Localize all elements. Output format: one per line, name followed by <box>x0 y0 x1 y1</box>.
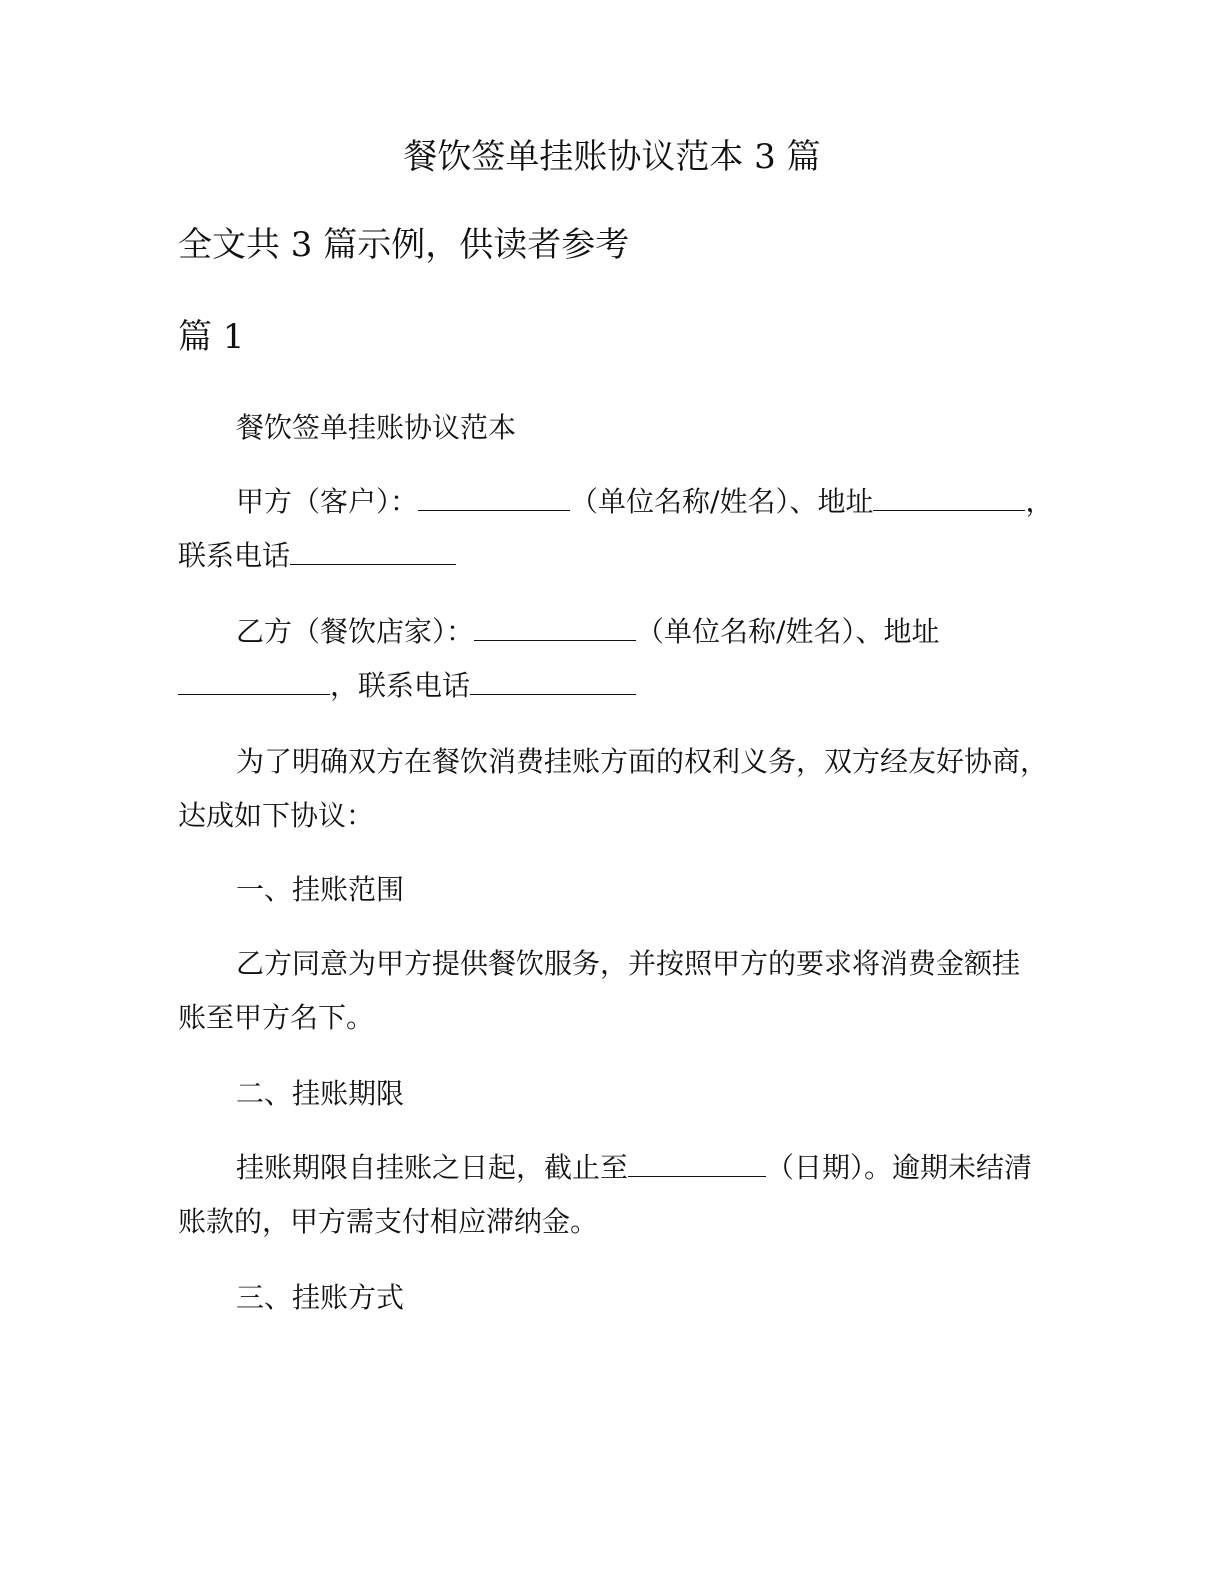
party-a-phone-line <box>178 536 456 576</box>
party-b-name-hint: （单位名称/姓名）、地址 <box>636 615 940 648</box>
section-2-line-1-start: 挂账期限自挂账之日起，截止至 <box>236 1151 629 1184</box>
section-2-line-1 <box>236 1148 1032 1188</box>
party-a-name-blank[interactable] <box>418 484 570 511</box>
intro-line-2: 达成如下协议： <box>178 799 375 832</box>
section-2-line-2: 账款的，甲方需支付相应滞纳金。 <box>178 1205 599 1238</box>
party-b-label: 乙方（餐饮店家）： <box>236 615 475 648</box>
party-a-address-blank[interactable] <box>873 484 1025 511</box>
intro-line-1: 为了明确双方在餐饮消费挂账方面的权利义务，双方经友好协商， <box>236 745 1049 778</box>
document-title: 餐饮签单挂账协议范本 3 篇 <box>403 137 821 177</box>
section-1-line-1: 乙方同意为甲方提供餐饮服务，并按照甲方的要求将消费金额挂 <box>236 947 1021 980</box>
party-a-phone-blank[interactable] <box>290 538 456 565</box>
party-b-address-blank[interactable] <box>178 668 330 695</box>
section-1-title: 一、挂账范围 <box>236 873 405 906</box>
party-b-name-blank[interactable] <box>474 614 636 641</box>
party-b-address-line <box>178 666 636 706</box>
party-a-phone-label: 联系电话 <box>178 539 291 572</box>
party-b-line <box>236 612 939 652</box>
document-subtitle: 全文共 3 篇示例，供读者参考 <box>178 225 630 265</box>
agreement-heading: 餐饮签单挂账协议范本 <box>236 411 517 444</box>
party-b-phone-label: ，联系电话 <box>330 669 471 702</box>
party-a-comma: ， <box>1025 485 1054 518</box>
party-b-phone-blank[interactable] <box>470 668 636 695</box>
party-a-name-hint: （单位名称/姓名）、地址 <box>570 485 874 518</box>
section-2-line-1-end: （日期）。逾期未结清 <box>766 1151 1033 1184</box>
party-a-label: 甲方（客户）： <box>236 485 419 518</box>
section-3-title: 三、挂账方式 <box>236 1281 405 1314</box>
section-2-title: 二、挂账期限 <box>236 1077 405 1110</box>
deadline-date-blank[interactable] <box>628 1150 766 1177</box>
section-label: 篇 1 <box>178 317 245 357</box>
party-a-line <box>236 482 1053 522</box>
section-1-line-2: 账至甲方名下。 <box>178 1001 375 1034</box>
